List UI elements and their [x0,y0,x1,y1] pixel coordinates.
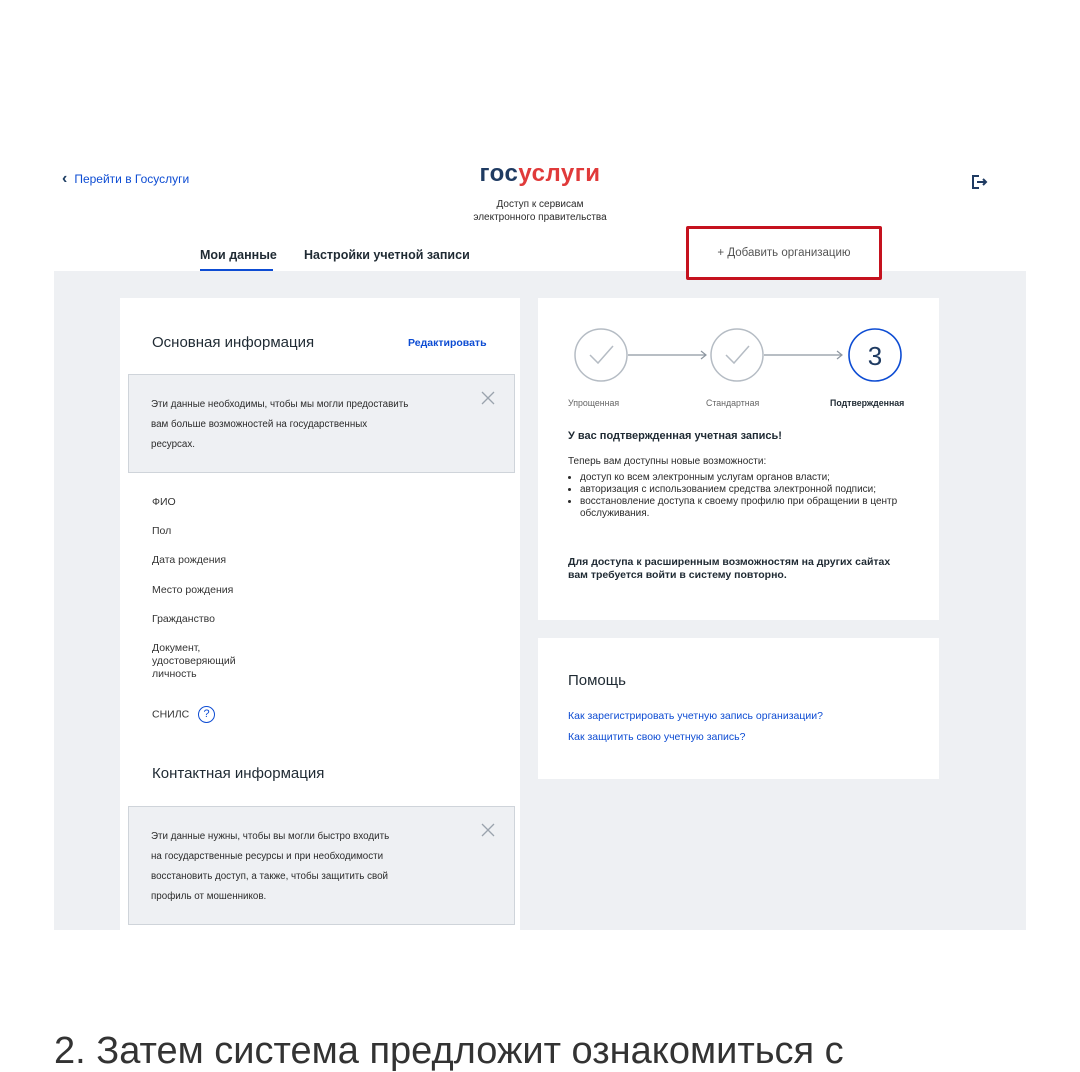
arrow-right-icon [764,351,842,359]
snils-label: СНИЛС [152,708,190,721]
main-info-card [120,298,520,930]
close-icon[interactable] [481,391,495,405]
field-citizenship: Гражданство [152,613,215,625]
field-line: личность [152,668,197,680]
help-title: Помощь [568,672,626,689]
step-label-simplified: Упрощенная [568,398,620,408]
close-icon[interactable] [481,823,495,837]
status-title: У вас подтвержденная учетная запись! [568,430,782,442]
help-icon[interactable]: ? [198,706,215,723]
step-label-standard: Стандартная [706,398,760,408]
gosuslugi-screenshot [54,138,1026,930]
edit-link[interactable]: Редактировать [408,337,487,349]
status-list-item: • доступ ко всем электронным услугам органов власти; [580,472,908,484]
help-card [538,638,939,779]
check-circle-icon [711,329,763,381]
gosuslugi-logo[interactable] [54,160,1026,188]
help-link-register-org[interactable]: Как зарегистрировать учетную запись организации? [568,710,823,722]
chevron-left-icon: ‹ [62,170,68,187]
logo-part-1: гос [479,160,519,187]
status-body [568,456,908,520]
logo-subtitle-line-2: электронного правительства [473,212,607,223]
field-identity-document [152,642,236,681]
notice-line: Эти данные необходимы, чтобы мы могли предоставить [151,399,409,410]
contact-info-notice [128,806,515,925]
article-caption: 2. Затем система предложит ознакомиться с [54,1030,844,1072]
main-info-title: Основная информация [152,334,315,351]
field-line: Документ, [152,642,201,654]
notice-line: вам больше возможностей на государственных [151,419,368,430]
notice-line: профиль от мошенников. [151,891,267,902]
field-line: удостоверяющий [152,655,236,667]
main-info-notice [128,374,515,473]
status-list-item: • авторизация с использованием средства электронной подписи; [580,484,908,496]
help-link-protect-account[interactable]: Как защитить свою учетную запись? [568,731,746,743]
field-birth-date: Дата рождения [152,554,227,566]
logo-part-2: услуги [518,160,601,187]
arrow-right-icon [628,351,706,359]
logo-subtitle-line-1: Доступ к сервисам [496,199,584,210]
active-tab-indicator [200,269,273,271]
status-note: Для доступа к расширенным возможностям на других сайтах вам требуется войти в систему повторно. [568,556,891,581]
add-organization-label: + Добавить организацию [717,247,851,259]
status-intro: Теперь вам доступны новые возможности: [568,456,767,467]
notice-line: Эти данные нужны, чтобы вы могли быстро входить [151,831,390,842]
check-circle-icon [575,329,627,381]
back-link-label: Перейти в Госуслуги [74,172,190,186]
notice-line: ресурсах. [151,439,195,450]
tab-my-data[interactable]: Мои данные [200,248,277,262]
status-list-item: • восстановление доступа к своему профилю при обращении в центр обслуживания. [580,496,908,520]
field-birth-place: Место рождения [152,584,234,596]
verification-steps [538,298,939,398]
field-fio: ФИО [152,496,176,508]
field-gender: Пол [152,525,172,537]
logo-subtitle [54,198,1026,224]
tab-account-settings[interactable]: Настройки учетной записи [304,248,470,262]
current-step-number: 3 [867,341,883,371]
field-snils [152,706,215,723]
account-status-card [538,298,939,620]
main-info-notice-text [151,395,408,455]
add-organization-button[interactable] [686,226,882,280]
step-label-confirmed: Подтвержденная [830,398,905,408]
contact-info-notice-text [151,827,389,907]
notice-line: на государственные ресурсы и при необходимости [151,851,384,862]
logout-icon[interactable] [972,175,988,189]
contact-info-title: Контактная информация [152,765,325,782]
status-list [568,472,908,520]
notice-line: восстановить доступ, а также, чтобы защитить свой [151,871,389,882]
